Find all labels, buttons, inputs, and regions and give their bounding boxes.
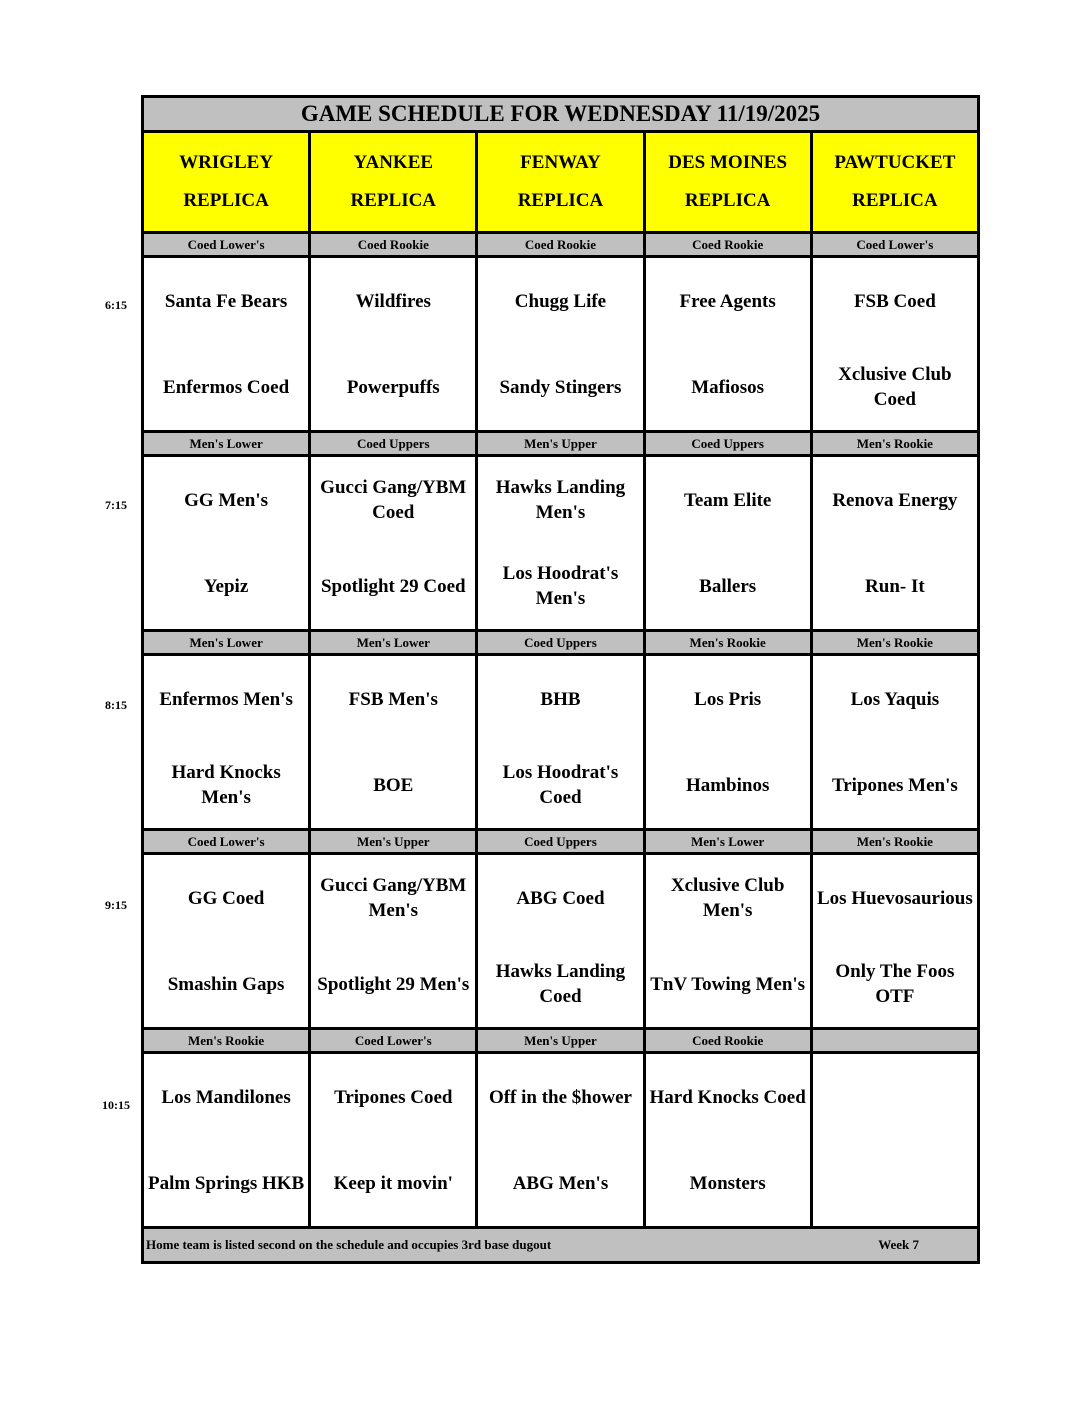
division-row <box>143 233 979 257</box>
week-label: Week 7 <box>878 1237 919 1252</box>
game-row <box>143 257 979 432</box>
division-row <box>143 432 979 456</box>
game-cell <box>477 854 644 1029</box>
schedule-table <box>141 95 980 1264</box>
division-label: Coed Rookie <box>310 233 477 257</box>
game-cell <box>644 257 811 432</box>
game-cell <box>310 655 477 830</box>
away-team: Enfermos Men's <box>159 688 293 710</box>
venue-name: FENWAY <box>520 152 601 173</box>
venue-header <box>477 132 644 233</box>
away-team: Los Pris <box>694 688 762 710</box>
away-team: Los Yaquis <box>850 688 940 710</box>
away-team: FSB Coed <box>853 290 936 312</box>
division-label: Coed Uppers <box>644 432 811 456</box>
away-team: Xclusive Club Men's <box>670 875 785 921</box>
game-cell <box>811 655 978 830</box>
game-cell <box>644 456 811 631</box>
game-cell <box>143 854 310 1029</box>
game-cell <box>811 854 978 1029</box>
venue-sub: REPLICA <box>350 190 437 211</box>
game-cell <box>143 1053 310 1228</box>
division-label: Coed Rookie <box>644 233 811 257</box>
away-team: Off in the $hower <box>488 1086 632 1108</box>
home-team: Mafiosos <box>691 376 765 398</box>
time-label-6-15: 6:15 <box>105 298 127 312</box>
home-team <box>813 1140 977 1226</box>
division-row <box>143 1029 979 1053</box>
venue-name: YANKEE <box>353 152 434 173</box>
venue-name: DES MOINES <box>668 152 788 173</box>
home-team: Smashin Gaps <box>167 973 285 995</box>
division-label: Coed Uppers <box>477 631 644 655</box>
home-team: Palm Springs HKB <box>147 1172 305 1194</box>
away-team: Los Mandilones <box>161 1086 291 1108</box>
home-team: Spotlight 29 Coed <box>320 575 466 597</box>
away-team: ABG Coed <box>516 887 605 909</box>
game-cell <box>477 456 644 631</box>
home-team: Yepiz <box>203 575 249 597</box>
venue-name: PAWTUCKET <box>834 152 956 173</box>
game-cell <box>310 456 477 631</box>
division-label: Coed Lower's <box>811 233 978 257</box>
division-label: Men's Rookie <box>811 830 978 854</box>
home-team: Xclusive Club Coed <box>838 364 952 410</box>
division-label: Men's Upper <box>310 830 477 854</box>
home-team: Ballers <box>699 575 757 597</box>
home-team: Hard Knocks Men's <box>171 762 281 808</box>
footer-cell <box>143 1228 979 1263</box>
division-label: Coed Lower's <box>143 233 310 257</box>
away-team: Gucci Gang/YBM Coed <box>320 477 467 523</box>
venue-header <box>143 132 310 233</box>
game-cell <box>143 257 310 432</box>
game-cell <box>811 257 978 432</box>
away-team: Gucci Gang/YBM Men's <box>320 875 467 921</box>
schedule-title: GAME SCHEDULE FOR WEDNESDAY 11/19/2025 <box>143 97 979 132</box>
home-team: BOE <box>373 774 414 796</box>
away-team: Wildfires <box>355 290 431 312</box>
away-team: BHB <box>540 688 581 710</box>
time-label-8-15: 8:15 <box>105 698 127 712</box>
away-team: Los Huevosaurious <box>817 887 973 909</box>
game-cell <box>310 257 477 432</box>
venue-name: WRIGLEY <box>179 152 274 173</box>
division-label <box>811 1029 978 1053</box>
game-cell <box>644 854 811 1029</box>
home-team: Enfermos Coed <box>163 376 290 398</box>
home-team: TnV Towing Men's <box>650 973 806 995</box>
home-team: Monsters <box>689 1172 766 1194</box>
away-team: GG Coed <box>187 887 265 909</box>
game-row <box>143 655 979 830</box>
away-team: Hard Knocks Coed <box>649 1086 806 1108</box>
game-cell <box>811 456 978 631</box>
home-team: Hawks Landing Coed <box>495 961 626 1007</box>
division-label: Men's Rookie <box>811 631 978 655</box>
away-team: Team Elite <box>683 489 772 511</box>
game-cell <box>811 1053 978 1228</box>
away-team: Santa Fe Bears <box>164 290 288 312</box>
away-team: Tripones Coed <box>334 1086 453 1108</box>
venue-header <box>644 132 811 233</box>
home-team: Run- It <box>865 575 925 597</box>
division-label: Men's Lower <box>310 631 477 655</box>
division-label: Coed Uppers <box>477 830 644 854</box>
away-team: Free Agents <box>679 290 776 312</box>
venue-sub: REPLICA <box>852 190 938 211</box>
division-label: Men's Lower <box>644 830 811 854</box>
game-cell <box>477 257 644 432</box>
home-team: Sandy Stingers <box>499 376 622 398</box>
game-row <box>143 854 979 1029</box>
game-row <box>143 1053 979 1228</box>
home-team: Los Hoodrat's Coed <box>502 762 619 808</box>
game-cell <box>477 1053 644 1228</box>
division-label: Coed Rookie <box>477 233 644 257</box>
division-label: Coed Rookie <box>644 1029 811 1053</box>
home-team: Hambinos <box>685 774 770 796</box>
footer-row <box>143 1228 979 1263</box>
title-row <box>143 97 979 132</box>
venue-sub: REPLICA <box>684 190 771 211</box>
home-team: Los Hoodrat's Men's <box>502 563 619 609</box>
home-team: Tripones Men's <box>831 774 958 796</box>
division-row <box>143 830 979 854</box>
game-cell <box>143 655 310 830</box>
game-cell <box>644 655 811 830</box>
time-label-9-15: 9:15 <box>105 898 127 912</box>
home-team: Spotlight 29 Men's <box>317 973 470 995</box>
home-team: Keep it movin' <box>333 1172 453 1194</box>
division-label: Men's Rookie <box>811 432 978 456</box>
division-label: Coed Uppers <box>310 432 477 456</box>
venue-header <box>811 132 978 233</box>
home-team: Only The Foos OTF <box>835 961 955 1007</box>
away-team: Chugg Life <box>514 290 607 312</box>
slots-body <box>143 233 979 1228</box>
away-team <box>813 1054 977 1140</box>
division-label: Men's Upper <box>477 1029 644 1053</box>
division-label: Coed Lower's <box>143 830 310 854</box>
game-cell <box>143 456 310 631</box>
venue-row <box>143 132 979 233</box>
away-team: Hawks Landing Men's <box>495 477 626 523</box>
division-label: Men's Rookie <box>644 631 811 655</box>
division-row <box>143 631 979 655</box>
game-cell <box>310 854 477 1029</box>
venue-sub: REPLICA <box>183 190 269 211</box>
away-team: Renova Energy <box>832 489 958 511</box>
away-team: FSB Men's <box>348 688 438 710</box>
venue-header <box>310 132 477 233</box>
division-label: Men's Upper <box>477 432 644 456</box>
home-team: ABG Men's <box>512 1172 609 1194</box>
venue-sub: REPLICA <box>517 190 604 211</box>
time-label-10-15: 10:15 <box>102 1098 130 1112</box>
division-label: Men's Rookie <box>143 1029 310 1053</box>
game-cell <box>477 655 644 830</box>
division-label: Men's Lower <box>143 631 310 655</box>
game-cell <box>310 1053 477 1228</box>
away-team: GG Men's <box>184 489 269 511</box>
game-row <box>143 456 979 631</box>
home-team-note: Home team is listed second on the schedule and occupies 3rd base dugout <box>146 1237 552 1252</box>
home-team: Powerpuffs <box>346 376 440 398</box>
division-label: Coed Lower's <box>310 1029 477 1053</box>
time-label-7-15: 7:15 <box>105 498 127 512</box>
game-cell <box>644 1053 811 1228</box>
division-label: Men's Lower <box>143 432 310 456</box>
